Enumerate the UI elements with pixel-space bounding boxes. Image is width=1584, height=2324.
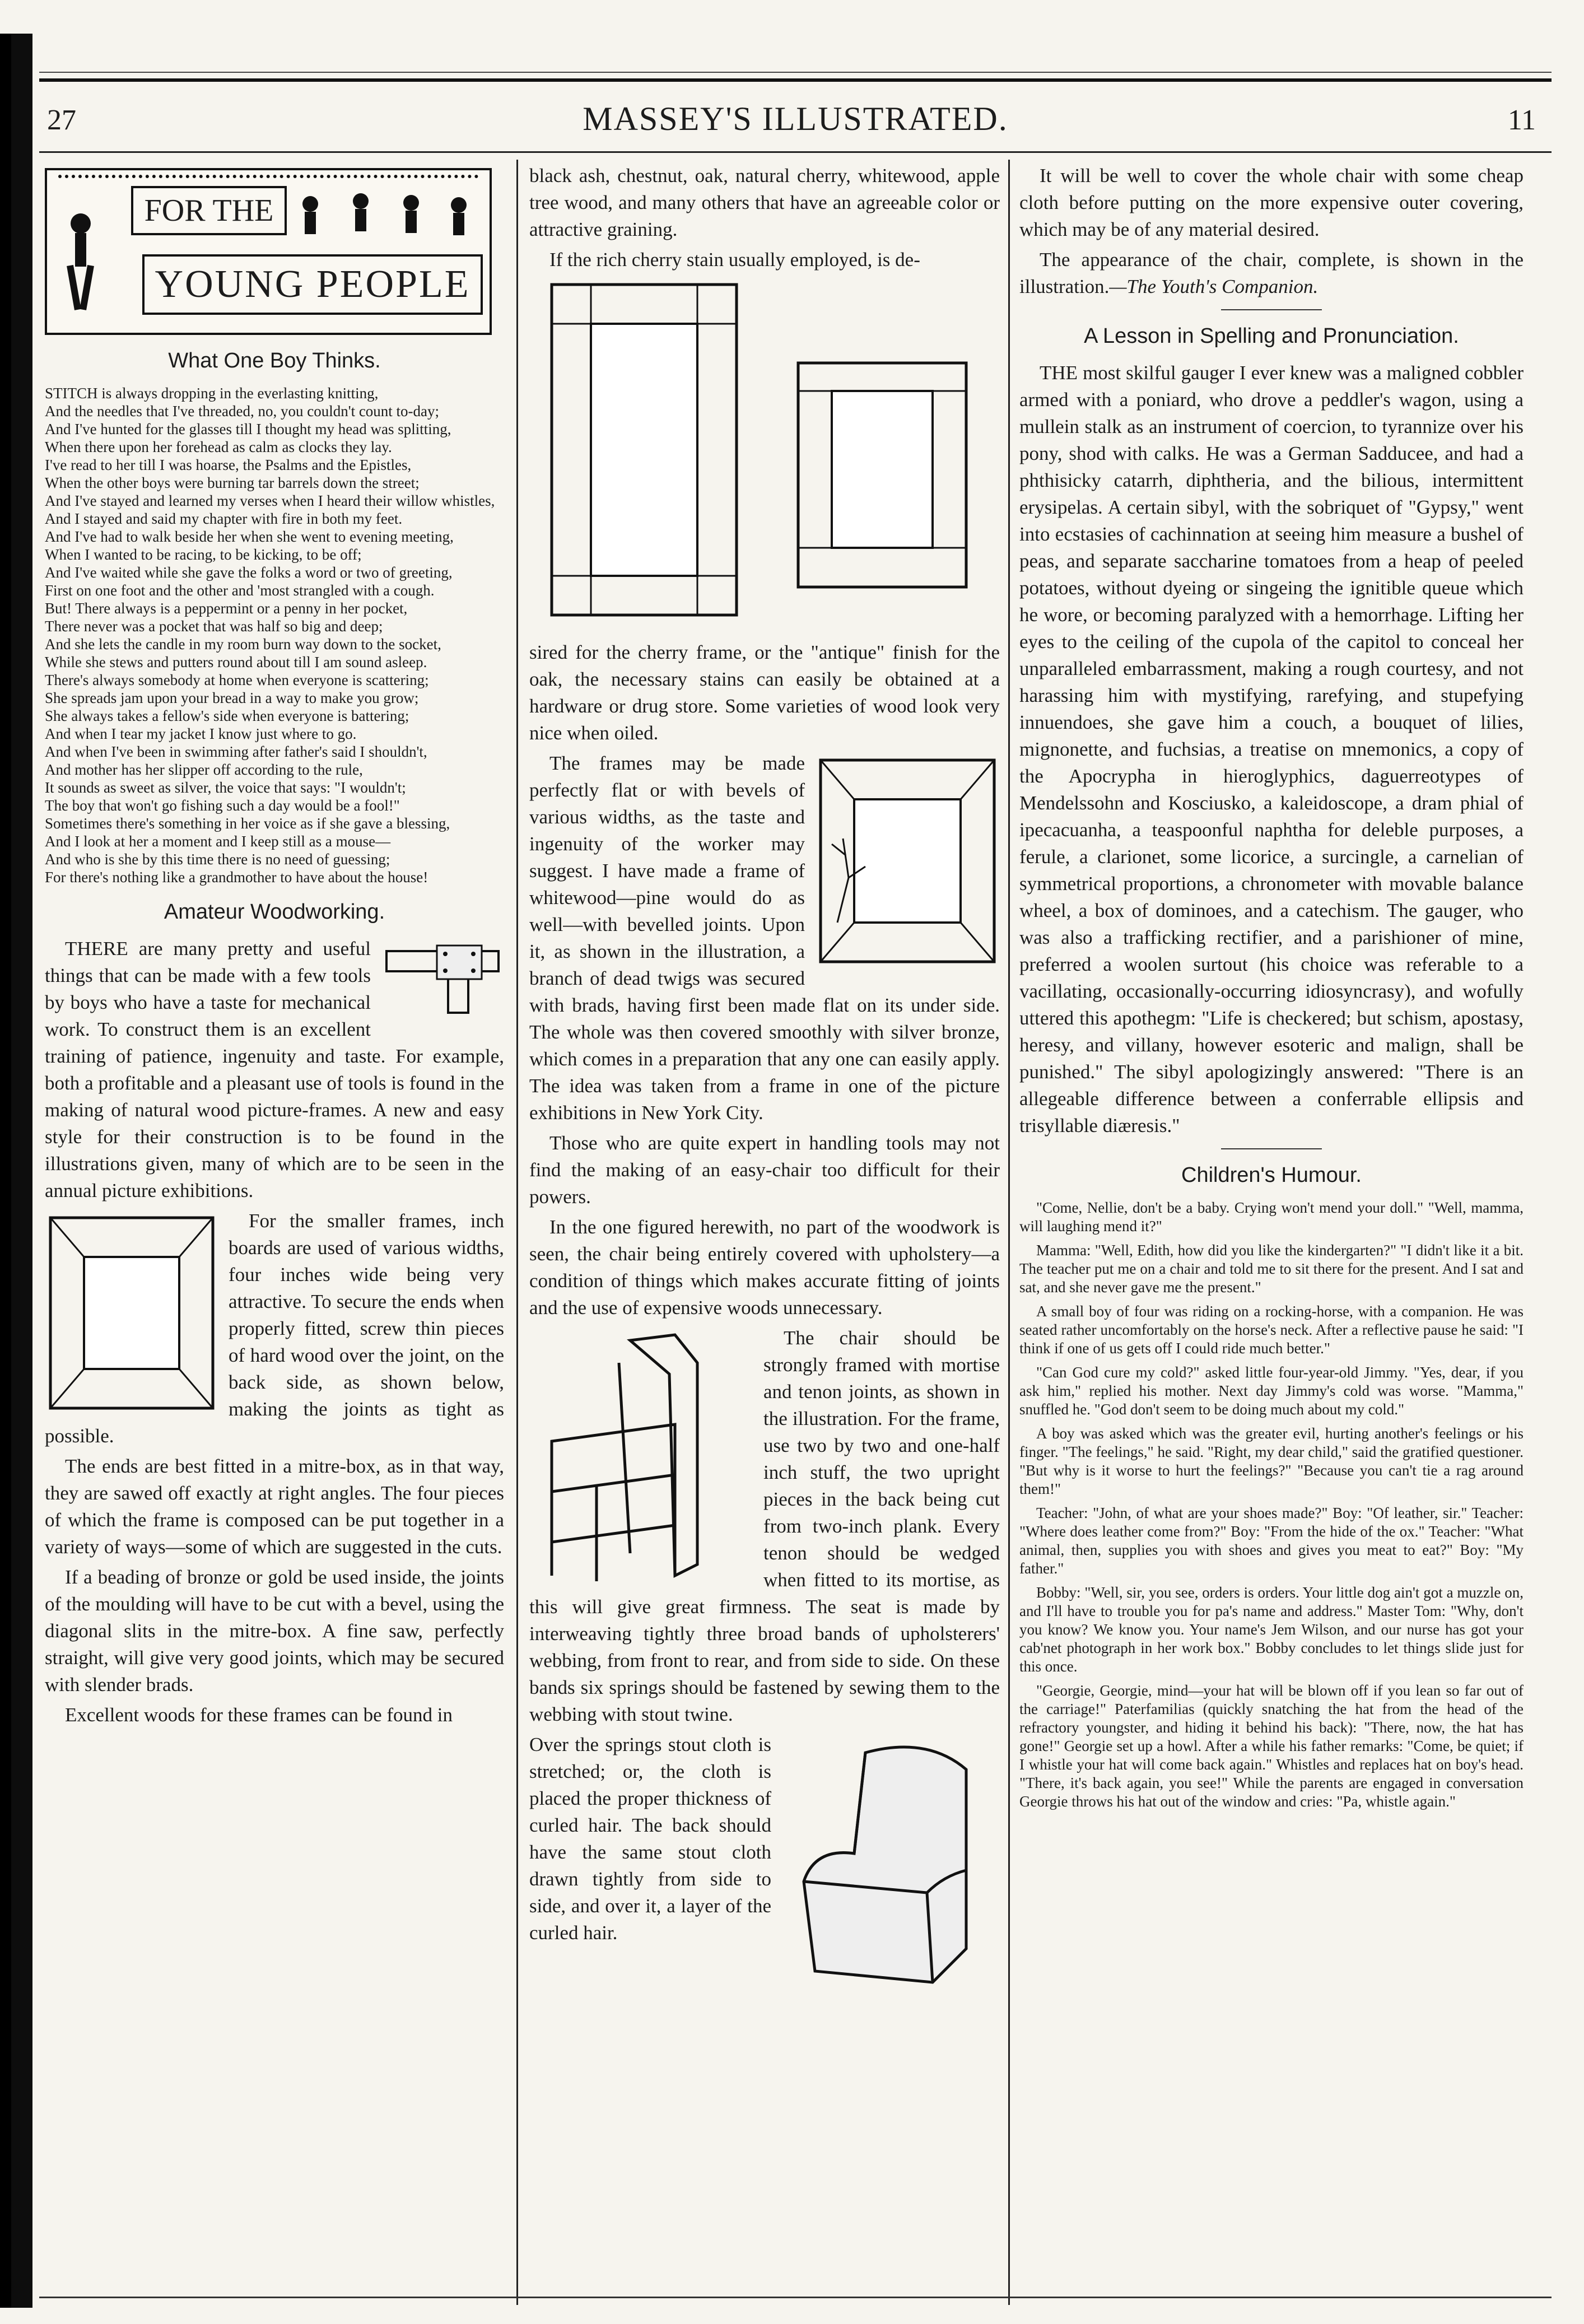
humour-item: "Georgie, Georgie, mind—your hat will be blown off if you lean so far out of the carriage!" Paterfamilias (quickly snatching the hat from the head of the refractory youngster, and hiding it behind his back): "There, now, the hat has gone!" Georgie set up a howl. After a while his father remarks: "Come, be quiet; if I whistle your hat will come back again." Whistles and replaces hat on boy's head. "There, it's back again, you see!" While the parents are engaged in conversation Georgie throws his hat out of the window and cries: "Pa, whistle again.": [1019, 1682, 1524, 1810]
armchair-icon: [781, 1736, 1000, 1994]
banner-line-1: FOR THE: [131, 186, 287, 235]
col2-paragraph-6: In the one figured herewith, no part of the woodwork is seen, the chair being entirely covered with upholstery—a condition of things which makes accurate fitting of joints and the use of expensive woods unnecessary.: [529, 1216, 1000, 1319]
poem-title: What One Boy Thinks.: [168, 349, 381, 372]
poem-line: But! There always is a peppermint or a penny in her pocket,: [45, 600, 408, 617]
humour-item: A boy was asked which was the greater evil, hurting another's feelings or his finger. "The feelings," he said. "Right, my dear child," said the gratified questioner. "But why is it worse to hurt the feelings?" "Because you can't tie a rag around them!": [1019, 1425, 1524, 1497]
poem-line: And she lets the candle in my room burn way down to the socket,: [45, 636, 441, 653]
section-divider-2: [1221, 1148, 1322, 1149]
col2-paragraph-4: The frames may be made perfectly flat or with bevels of various widths, as the taste and ingenuity of the worker may suggest. I have made a frame of whitewood—pine would do as well—with bevelled joints. Upon it, as shown in the illustration, a branch of dead twigs was secured with brads, having first been made flat on its under side. The whole was then covered smoothly with silver bronze, which comes in a preparation that any one can easily apply. The idea was taken from a frame in one of the picture exhibitions in New York City.: [529, 752, 1000, 1124]
poem-line: She spreads jam upon your bread in a way to make you grow;: [45, 690, 419, 706]
poem-line: When there upon her forehead as calm as clocks they lay.: [45, 439, 392, 455]
col2-paragraph-8: Over the springs stout cloth is stretched; or, the cloth is placed the proper thickness of curled hair. The back should have the same stout cloth drawn tightly from side to side, and over it, a layer of the curled hair.: [529, 1734, 771, 1944]
poem-line: I've read to her till I was hoarse, the Psalms and the Epistles,: [45, 457, 412, 473]
column-2: [529, 162, 1000, 2269]
woodworking-paragraph-5: Excellent woods for these frames can be found in: [65, 1704, 453, 1726]
bottom-rule: [39, 2297, 1552, 2298]
young-people-banner: [45, 168, 492, 335]
twig-frame-icon: [815, 755, 1000, 967]
poem-line: While she stews and putters round about till I am sound asleep.: [45, 654, 427, 670]
column-1: [45, 162, 504, 2269]
banner-line-2: YOUNG PEOPLE: [142, 254, 483, 315]
col2-paragraph-5: Those who are quite expert in handling tools may not find the making of an easy-chair too difficult for their powers.: [529, 1132, 1000, 1208]
humour-item: Bobby: "Well, sir, you see, orders is orders. Your little dog ain't got a muzzle on, and I'll have to trouble you for pa's name and address." Master Tom: "Why, don't you know? We know you. Your name's Jem Wilson, and our nurse has got your cab'net photograph in her work box." Bobby concludes to let things slide just for this once.: [1019, 1584, 1524, 1675]
mitre-frame-illustration: [45, 1212, 218, 1414]
poem-line: And when I've been in swimming after father's said I shouldn't,: [45, 743, 427, 760]
woodworking-paragraph-4: If a beading of bronze or gold be used inside, the joints of the moulding will have to be cut with a bevel, using the diagonal slits in the mitre-box. A fine saw, perfectly straight, will give very good joints, which may be secured with slender brads.: [45, 1566, 504, 1696]
poem-line: And I've hunted for the glasses till I thought my head was splitting,: [45, 421, 451, 437]
humour-items: [1019, 1199, 1524, 1811]
poem-line: First on one foot and the other and 'most strangled with a cough.: [45, 582, 435, 599]
col2-paragraph-1: black ash, chestnut, oak, natural cherry, whitewood, apple tree wood, and many others that have an agreeable color or attractive graining.: [529, 165, 1000, 240]
woodworking-title: Amateur Woodworking.: [164, 900, 385, 924]
col3-paragraph-2: [1019, 246, 1524, 300]
poem-line: And I look at her a moment and I keep still as a mouse—: [45, 833, 391, 850]
chair-frame-illustration: [529, 1329, 753, 1587]
upholstered-chair-illustration: [781, 1736, 1000, 1994]
frames-illustration: [529, 279, 1000, 628]
poem-line: And the needles that I've threaded, no, you couldn't count to-day;: [45, 403, 440, 420]
binding-shadow: [0, 34, 11, 2308]
twig-frame-illustration: [815, 755, 1000, 967]
woodworking-paragraph-2: For the smaller frames, inch boards are used of various widths, four inches wide being very attractive. To secure the ends when properly fitted, screw thin pieces of hard wood over the joint, on the back side, as shown below, making the joints as tight as possible.: [45, 1210, 504, 1447]
column-rule-2: [1008, 160, 1010, 2305]
right-page-number: 11: [1507, 104, 1536, 136]
humour-item: Teacher: "John, of what are your shoes made?" Boy: "Of leather, sir." Teacher: "Where does leather come from?" Boy: "From the hide of the ox." Teacher: "What animal, then, supplies you with shoes and gives you meat to eat?" Boy: "My father.": [1019, 1505, 1524, 1577]
top-rule-thin: [39, 72, 1552, 73]
top-rule: [39, 78, 1552, 82]
picture-frame-icon: [45, 1212, 218, 1414]
poem-line: And I've stayed and learned my verses when I heard their willow whistles,: [45, 492, 495, 509]
poem-line: And mother has her slipper off according to the rule,: [45, 761, 363, 778]
column-rule-1: [516, 160, 518, 2305]
header-rule: [39, 151, 1552, 153]
woodworking-paragraph-1: THERE are many pretty and useful things that can be made with a few tools by boys who have a taste for mechanical work. To construct them is an excellent training of patience, ingenuity and taste. For example, both a profitable and a pleasant use of tools is found in the making of natural wood picture-frames. A new and easy style for their construction is to be found in the illustrations given, many of which are to be seen in the annual picture exhibitions.: [45, 938, 504, 1201]
poem-line: She always takes a fellow's side when everyone is battering;: [45, 707, 409, 724]
poem-line: STITCH is always dropping in the everlasting knitting,: [45, 385, 379, 402]
humour-item: "Can God cure my cold?" asked little four-year-old Jimmy. "Yes, dear, if you ask him," replied his mother. Next day Jimmy's cold was worse. "Mamma," snuffled he. "God don't seem to be doing much about my cold.": [1019, 1364, 1524, 1418]
poem-line: When I wanted to be racing, to be kicking, to be off;: [45, 546, 362, 563]
joint-illustration: [381, 940, 504, 1018]
section-divider: [1221, 309, 1322, 310]
humour-title: Children's Humour.: [1181, 1163, 1362, 1187]
masthead-title: MASSEY'S ILLUSTRATED.: [583, 100, 1008, 137]
poem-body: [45, 384, 504, 886]
humour-item: A small boy of four was riding on a rocking-horse, with a companion. He was seated rather uncomfortably on the horse's neck. After a reflective pause he said: "I think if one of us gets off I could ride much better.": [1019, 1303, 1524, 1357]
poem-line: And when I tear my jacket I know just where to go.: [45, 725, 357, 742]
poem-line: Sometimes there's something in her voice as if she gave a blessing,: [45, 815, 450, 832]
chair-appearance-text: The appearance of the chair, complete, is shown in the illustration.: [1019, 249, 1524, 297]
chair-frame-icon: [529, 1329, 753, 1587]
poem-line: And I stayed and said my chapter with fire in both my feet.: [45, 510, 403, 527]
col3-paragraph-1: It will be well to cover the whole chair with some cheap cloth before putting on the more expensive outer covering, which may be of any material desired.: [1019, 165, 1524, 240]
poem-line: And who is she by this time there is no need of guessing;: [45, 851, 390, 868]
wood-frames-icon: [535, 279, 994, 621]
humour-item: Mamma: "Well, Edith, how did you like the kindergarten?" "I didn't like it a bit. The teacher put me on a chair and told me to sit there for the present. And I sat and sat, and she never gave me the present.": [1019, 1242, 1524, 1296]
humour-item: "Come, Nellie, don't be a baby. Crying won't mend your doll." "Well, mamma, will laughing mend it?": [1019, 1199, 1524, 1235]
col2-paragraph-2: If the rich cherry stain usually employed, is de-: [549, 249, 920, 271]
poem-line: For there's nothing like a grandmother to have about the house!: [45, 869, 428, 886]
spelling-title: A Lesson in Spelling and Pronunciation.: [1084, 324, 1459, 348]
spelling-paragraph: THE most skilful gauger I ever knew was a maligned cobbler armed with a poniard, who drove a peddler's wagon, using a mullein stalk as an instrument of coercion, to tyrannize over his pony, shod with calks. He was a German Sadducee, and had a phthisicky catarrh, diphtheria, and the bilious, intermittent erysipelas. A certain sibyl, with the sobriquet of "Gypsy," went into ecstasies of cachinnation at seeing him measure a bushel of peas, and separate saccharine tomatoes from a heap of peeled potatoes, without dyeing or singeing the ignitible queue which he wore, or becoming paralyzed with a hemorrhage. Lifting her eyes to the ceiling of the cupola of the capitol to conceal her unparalleled embarrassment, making a rough courtesy, and not harassing him with mystifying, rarefying, and stupefying innuendoes, she gave him a couch, a bouquet of lilies, mignonette, and fuchsias, a treatise on mnemonics, a copy of the Apocrypha in hieroglyphics, daguerreotypes of Mendelssohn and Kosciusko, a kaleidoscope, a dram phial of ipecacuanha, a teaspoonful naphtha for deleble purposes, a ferule, a clarionet, some licorice, a surcingle, a carnelian of symmetrical proportions, a chronometer with movable balance wheel, a box of dominoes, and a catechism. The gauger, who was also a trafficking rectifier, and a parishioner of mine, preferred a woolen surtout (his choice was referable to a vacillating, occasionally-occurring idiosyncrasy), and wofully uttered this apothegm: "Life is checkered; but schism, apostasy, heresy, and villany, however esoteric and malign, shall be punished." The sibyl apologizingly answered: "There is an allegeable difference between a conferrable ellipsis and trisyllable diæresis.": [1019, 362, 1524, 1137]
page-header: [39, 84, 1552, 146]
left-page-number: 27: [47, 104, 76, 136]
poem-line: And I've waited while she gave the folks a word or two of greeting,: [45, 564, 453, 581]
column-3: [1019, 162, 1524, 2269]
poem-line: When the other boys were burning tar barrels down the street;: [45, 474, 420, 491]
col2-paragraph-3: sired for the cherry frame, or the "antique" finish for the oak, the necessary stains can easily be obtained at a hardware or drug store. Some varieties of wood look very nice when oiled.: [529, 641, 1000, 744]
poem-line: There never was a pocket that was half so big and deep;: [45, 618, 383, 635]
corner-joint-icon: [381, 940, 504, 1018]
col2-paragraph-7: The chair should be strongly framed with mortise and tenon joints, as shown in the illustration. For the frame, use two by two and one-half inch stuff, the two upright pieces in the back being cut from two-inch plank. Every tenon should be wedged when fitted to its mortise, as this will give great firmness. The seat is made by interweaving tightly three broad bands of upholsterers' webbing, from front to rear, and from side to side. On these bands six springs should be fastened by sewing them to the webbing with stout twine.: [529, 1327, 1000, 1725]
poem-line: There's always somebody at home when everyone is scattering;: [45, 672, 429, 688]
poem-line: And I've had to walk beside her when she went to evening meeting,: [45, 528, 454, 545]
poem-line: It sounds as sweet as silver, the voice that says: "I wouldn't;: [45, 779, 406, 796]
source-credit: —The Youth's Companion.: [1109, 276, 1319, 297]
poem-line: The boy that won't go fishing such a day would be a fool!": [45, 797, 400, 814]
woodworking-paragraph-3: The ends are best fitted in a mitre-box, as in that way, they are sawed off exactly at right angles. The four pieces of which the frame is composed can be put together in a variety of ways—some of which are suggested in the cuts.: [45, 1455, 504, 1558]
